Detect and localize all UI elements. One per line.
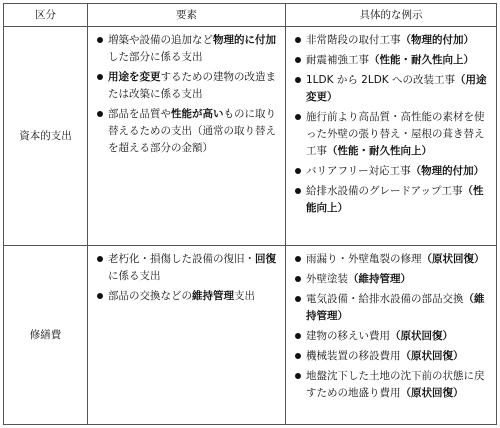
list-item: 部品の交換などの維持管理支出 bbox=[96, 288, 281, 305]
list-item: 非常階段の取付工事（物理的付加） bbox=[294, 32, 492, 49]
list-item: 外壁塗装（維持管理） bbox=[294, 271, 492, 288]
list-item: 地盤沈下した土地の沈下前の状態に戻すための地盛り費用（原状回復） bbox=[294, 368, 492, 402]
examples-list bbox=[286, 246, 496, 407]
examples-list bbox=[286, 27, 496, 222]
header-category: 区分 bbox=[4, 4, 88, 27]
elements-cell bbox=[88, 246, 286, 425]
category-label: 修繕費 bbox=[29, 328, 62, 341]
header-row bbox=[4, 4, 497, 27]
list-item: バリアフリー対応工事（物理的付加） bbox=[294, 163, 492, 180]
list-item: 耐震補強工事（性能・耐久性向上） bbox=[294, 52, 492, 69]
list-item: 老朽化・損傷した設備の復旧・回復に係る支出 bbox=[96, 251, 281, 285]
table-row-capital bbox=[4, 27, 497, 246]
category-label: 資本的支出 bbox=[19, 129, 72, 142]
elements-list bbox=[88, 27, 285, 162]
category-cell bbox=[4, 27, 88, 246]
list-item: 施行前より高品質・高性能の素材を使った外壁の張り替え・屋根の葺き替え工事（性能・耐久性向上） bbox=[294, 109, 492, 160]
elements-list bbox=[88, 246, 285, 310]
table-row-repair bbox=[4, 246, 497, 425]
list-item: 1LDK から 2LDK への改装工事（用途変更） bbox=[294, 72, 492, 106]
list-item: 用途を変更するための建物の改造または改築に係る支出 bbox=[96, 69, 281, 103]
examples-cell bbox=[286, 27, 497, 246]
list-item: 給排水設備のグレードアップ工事（性能向上） bbox=[294, 183, 492, 217]
list-item: 電気設備・給排水設備の部品交換（維持管理） bbox=[294, 291, 492, 325]
header-elements: 要素 bbox=[88, 4, 286, 27]
list-item: 増築や設備の追加など物理的に付加した部分に係る支出 bbox=[96, 32, 281, 66]
list-item: 機械装置の移設費用（原状回復） bbox=[294, 348, 492, 365]
elements-cell bbox=[88, 27, 286, 246]
list-item: 部品を品質や性能が高いものに取り替えるための支出（通常の取り替えを超える部分の金額） bbox=[96, 106, 281, 157]
list-item: 建物の移えい費用（原状回復） bbox=[294, 328, 492, 345]
category-cell bbox=[4, 246, 88, 425]
header-examples: 具体的な例示 bbox=[286, 4, 497, 27]
comparison-table bbox=[3, 3, 497, 425]
examples-cell bbox=[286, 246, 497, 425]
list-item: 雨漏り・外壁亀裂の修理（原状回復） bbox=[294, 251, 492, 268]
